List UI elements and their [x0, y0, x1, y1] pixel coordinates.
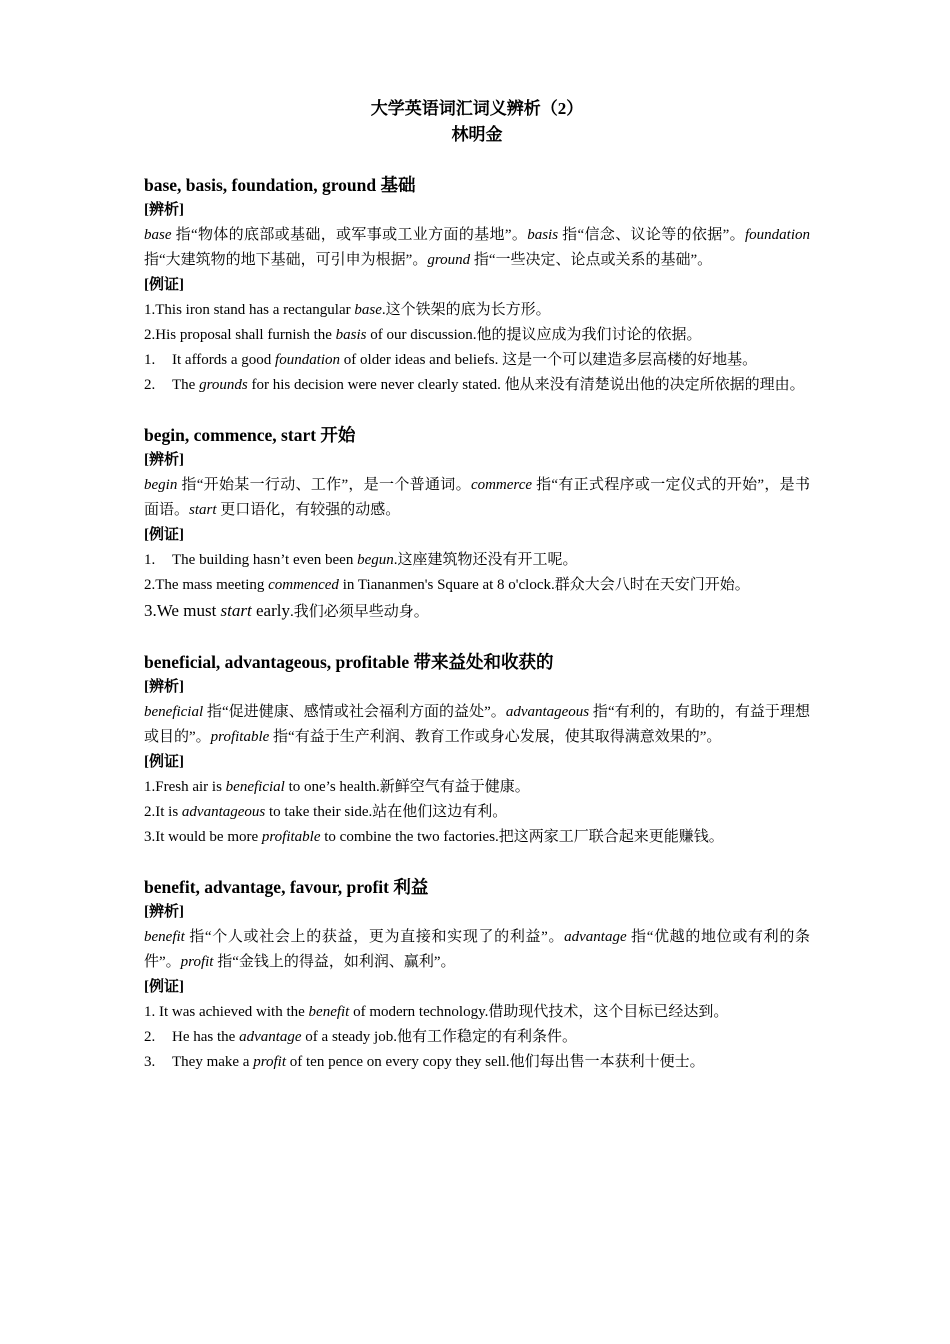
text-run: 指“优越的地位或有利的条件”。 — [144, 929, 810, 970]
list-number: 3. — [144, 1054, 156, 1070]
examples-label: [例证] — [144, 754, 184, 770]
keyword: advantageous — [181, 804, 266, 820]
example-sentence — [144, 1050, 810, 1075]
text-run: of a steady job.他有工作稳定的有利条件。 — [301, 1029, 577, 1045]
text-run: 1. It was achieved with the — [144, 1004, 309, 1020]
keyword: profitable — [261, 829, 321, 845]
text-run: They make a — [172, 1054, 254, 1070]
text-run: .我们必须早些动身。 — [289, 604, 429, 620]
keyword: foundation — [275, 352, 341, 368]
text-run: The — [172, 377, 200, 393]
keyword: begun — [357, 552, 394, 568]
text-run: early — [251, 601, 290, 620]
definition: 指“物体的底部或基础，或军事或工业方面的基地”。 — [171, 227, 528, 243]
entry-heading: beneficial, advantageous, profitable 带来益处和收获的 — [144, 652, 554, 672]
analysis-label: [辨析] — [144, 679, 184, 695]
keyword: profitable — [210, 729, 270, 745]
analysis-text — [144, 700, 810, 750]
entry-heading: begin, commence, start 开始 — [144, 425, 356, 445]
text-run: 指“开始某一行动、工作”，是一个普通词。 — [177, 477, 471, 493]
example-sentence — [144, 825, 810, 850]
text-run: of our discussion.他的提议应成为我们讨论的依据。 — [366, 327, 702, 343]
keyword: ground — [427, 252, 471, 268]
keyword: base — [144, 227, 172, 243]
keyword: basis — [527, 227, 559, 243]
example-sentence — [144, 548, 810, 573]
entry-heading: benefit, advantage, favour, profit 利益 — [144, 877, 429, 897]
analysis-label: [辨析] — [144, 452, 184, 468]
example-sentence — [144, 573, 810, 598]
text-run: of modern technology.借助现代技术，这个目标已经达到。 — [349, 1004, 729, 1020]
list-number: 2. — [144, 1029, 156, 1045]
keyword: beneficial — [144, 704, 204, 720]
text-run: 指“促进健康、感情或社会福利方面的益处”。 — [203, 704, 506, 720]
analysis-label: [辨析] — [144, 202, 184, 218]
text-run: in Tiananmen's Square at 8 o'clock.群众大会八时在天安门开始。 — [338, 577, 750, 593]
keyword: profit — [253, 1054, 287, 1070]
text-run: to combine the two factories.把这两家工厂联合起来更能赚钱。 — [320, 829, 724, 845]
entry-begin-commence — [144, 422, 810, 625]
text-run: He has the — [172, 1029, 240, 1045]
document-author: 林明金 — [451, 125, 503, 144]
analysis-text — [144, 473, 810, 523]
keyword: base — [354, 302, 382, 318]
text-run: 3.We must — [144, 601, 221, 620]
keyword: foundation — [744, 227, 810, 243]
keyword: begin — [144, 477, 178, 493]
keyword: start — [189, 502, 217, 518]
keyword: advantageous — [505, 704, 590, 720]
list-number: 1. — [144, 552, 156, 568]
example-sentence — [144, 348, 810, 373]
list-number: 1. — [144, 352, 156, 368]
text-run: .这个铁架的底为长方形。 — [381, 302, 551, 318]
text-run: 指“有利的，有助的，有益于理想或目的”。 — [144, 704, 810, 745]
example-sentence — [144, 1000, 810, 1025]
analysis-text — [144, 925, 810, 975]
text-run: 2.It is — [144, 804, 182, 820]
definition: 指“大建筑物的地下基础，可引申为根据”。 — [144, 252, 428, 268]
text-run: The building hasn’t even been — [172, 552, 358, 568]
text-run: 指“有正式程序或一定仪式的开始”，是书面语。 — [144, 477, 810, 518]
example-sentence — [144, 598, 810, 625]
keyword: profit — [180, 954, 214, 970]
text-run: to one’s health.新鲜空气有益于健康。 — [284, 779, 530, 795]
example-sentence — [144, 775, 810, 800]
keyword: advantage — [564, 929, 627, 945]
entry-base-basis — [144, 172, 810, 398]
keyword: beneficial — [225, 779, 285, 795]
text-run: 更口语化，有较强的动感。 — [216, 502, 401, 518]
text-run: .这座建筑物还没有开工呢。 — [393, 552, 578, 568]
text-run: of ten pence on every copy they sell.他们每出售一本获利十便士。 — [286, 1054, 705, 1070]
text-run: 指“金钱上的得益，如利润、赢利”。 — [213, 954, 456, 970]
document-page — [144, 96, 810, 1075]
keyword: start — [220, 601, 252, 620]
text-run: to take their side.站在他们这边有利。 — [265, 804, 508, 820]
text-run: It affords a good — [172, 352, 276, 368]
analysis-label: [辨析] — [144, 904, 184, 920]
text-run: 2.His proposal shall furnish the — [144, 327, 336, 343]
keyword: commerce — [470, 477, 533, 493]
keyword: commenced — [268, 577, 339, 593]
text-run: 指“有益于生产利润、教育工作或身心发展，使其取得满意效果的”。 — [269, 729, 722, 745]
text-run: 3.It would be more — [144, 829, 262, 845]
examples-label: [例证] — [144, 277, 184, 293]
text-run: 1.This iron stand has a rectangular — [144, 302, 355, 318]
example-sentence — [144, 373, 810, 398]
definition: 指“信念、议论等的依据”。 — [558, 227, 745, 243]
example-sentence — [144, 298, 810, 323]
keyword: basis — [335, 327, 367, 343]
document-title: 大学英语词汇词义辨析（2） — [370, 99, 584, 118]
keyword: advantage — [239, 1029, 302, 1045]
example-sentence — [144, 323, 810, 348]
examples-label: [例证] — [144, 979, 184, 995]
definition: 指“一些决定、论点或关系的基础”。 — [470, 252, 713, 268]
list-number: 2. — [144, 377, 156, 393]
text-run: 2.The mass meeting — [144, 577, 269, 593]
keyword: benefit — [144, 929, 185, 945]
keyword: grounds — [199, 377, 248, 393]
text-run: 指“个人或社会上的获益，更为直接和实现了的利益”。 — [184, 929, 565, 945]
text-run: 1.Fresh air is — [144, 779, 226, 795]
entry-benefit-advantage — [144, 874, 810, 1075]
entry-beneficial-advantageous — [144, 649, 810, 850]
examples-label: [例证] — [144, 527, 184, 543]
keyword: benefit — [308, 1004, 350, 1020]
example-sentence — [144, 1025, 810, 1050]
entry-heading: base, basis, foundation, ground 基础 — [144, 175, 416, 195]
text-run: of older ideas and beliefs. 这是一个可以建造多层高楼的好地基。 — [340, 352, 758, 368]
analysis-text — [144, 223, 810, 273]
text-run: for his decision were never clearly stated. 他从来没有清楚说出他的决定所依据的理由。 — [247, 377, 805, 393]
example-sentence — [144, 800, 810, 825]
